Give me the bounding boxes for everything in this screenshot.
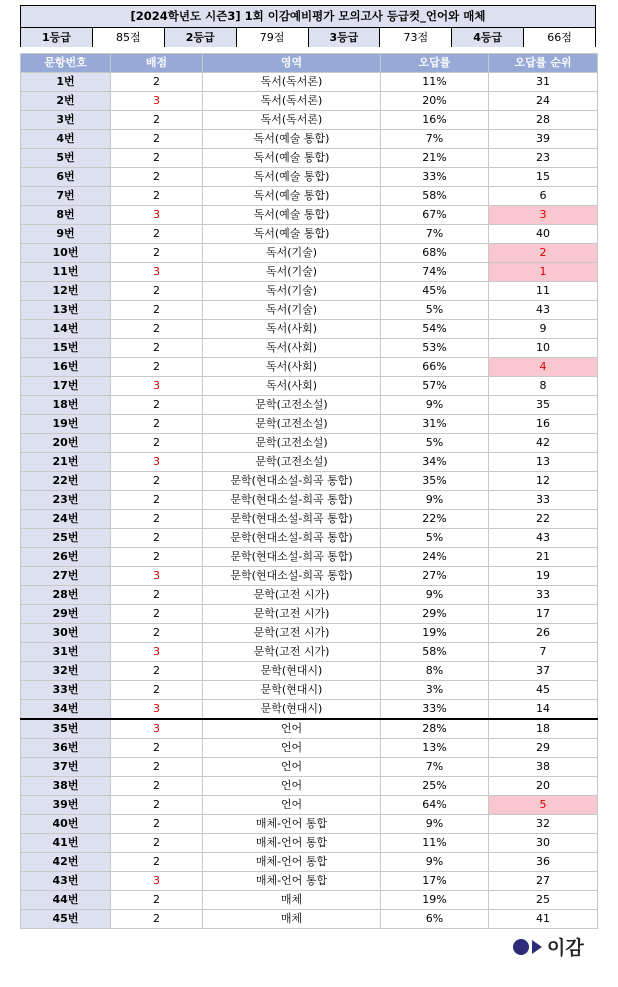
error-rank-cell: 37 bbox=[489, 662, 598, 681]
table-row bbox=[21, 643, 598, 662]
area-cell: 독서(사회) bbox=[203, 377, 381, 396]
error-rank-cell: 12 bbox=[489, 472, 598, 491]
area-cell: 문학(고전소설) bbox=[203, 434, 381, 453]
area-cell: 언어 bbox=[203, 796, 381, 815]
table-row bbox=[21, 263, 598, 282]
error-rank-cell: 30 bbox=[489, 834, 598, 853]
error-rate-cell: 7% bbox=[381, 130, 489, 149]
question-no-cell: 31번 bbox=[21, 643, 111, 662]
grade-1-label: 1등급 bbox=[21, 28, 93, 47]
table-row bbox=[21, 739, 598, 758]
area-cell: 독서(기술) bbox=[203, 301, 381, 320]
question-no-cell: 8번 bbox=[21, 206, 111, 225]
error-rank-cell: 16 bbox=[489, 415, 598, 434]
question-no-cell: 29번 bbox=[21, 605, 111, 624]
error-rate-table bbox=[20, 53, 598, 929]
points-cell: 2 bbox=[111, 396, 203, 415]
question-no-cell: 13번 bbox=[21, 301, 111, 320]
table-row bbox=[21, 472, 598, 491]
points-cell: 2 bbox=[111, 853, 203, 872]
points-cell: 2 bbox=[111, 73, 203, 92]
logo-text: 이감 bbox=[547, 937, 584, 959]
error-rate-cell: 8% bbox=[381, 662, 489, 681]
area-cell: 독서(독서론) bbox=[203, 92, 381, 111]
area-cell: 문학(고전 시가) bbox=[203, 605, 381, 624]
error-rank-cell: 14 bbox=[489, 700, 598, 720]
area-cell: 매체-언어 통합 bbox=[203, 815, 381, 834]
question-no-cell: 12번 bbox=[21, 282, 111, 301]
points-cell: 2 bbox=[111, 891, 203, 910]
grade-4-score: 66점 bbox=[524, 28, 595, 47]
error-rate-cell: 57% bbox=[381, 377, 489, 396]
table-row bbox=[21, 567, 598, 586]
question-no-cell: 42번 bbox=[21, 853, 111, 872]
table-row bbox=[21, 586, 598, 605]
table-row bbox=[21, 377, 598, 396]
area-cell: 문학(현대소설-희곡 통합) bbox=[203, 472, 381, 491]
column-header-error-rank: 오답률 순위 bbox=[489, 54, 598, 73]
points-cell: 2 bbox=[111, 815, 203, 834]
error-rate-cell: 11% bbox=[381, 834, 489, 853]
grade-2-label: 2등급 bbox=[165, 28, 237, 47]
table-row bbox=[21, 662, 598, 681]
area-cell: 독서(예술 통합) bbox=[203, 225, 381, 244]
grade-3-label: 3등급 bbox=[309, 28, 381, 47]
table-row bbox=[21, 796, 598, 815]
error-rank-cell: 10 bbox=[489, 339, 598, 358]
points-cell: 2 bbox=[111, 529, 203, 548]
error-rate-cell: 7% bbox=[381, 225, 489, 244]
error-rate-cell: 21% bbox=[381, 149, 489, 168]
table-row bbox=[21, 168, 598, 187]
area-cell: 문학(고전소설) bbox=[203, 415, 381, 434]
grade-cut-row bbox=[21, 28, 595, 47]
points-cell: 2 bbox=[111, 301, 203, 320]
question-no-cell: 1번 bbox=[21, 73, 111, 92]
table-row bbox=[21, 529, 598, 548]
error-rate-cell: 11% bbox=[381, 73, 489, 92]
error-rank-cell: 11 bbox=[489, 282, 598, 301]
logo-circle-icon bbox=[513, 939, 529, 955]
error-rank-cell: 27 bbox=[489, 872, 598, 891]
points-cell: 2 bbox=[111, 910, 203, 929]
area-cell: 문학(현대시) bbox=[203, 681, 381, 700]
table-row bbox=[21, 339, 598, 358]
area-cell: 독서(예술 통합) bbox=[203, 168, 381, 187]
points-cell: 2 bbox=[111, 168, 203, 187]
error-rank-cell: 42 bbox=[489, 434, 598, 453]
error-rate-cell: 9% bbox=[381, 815, 489, 834]
table-body bbox=[21, 73, 598, 929]
error-rate-cell: 35% bbox=[381, 472, 489, 491]
table-row bbox=[21, 206, 598, 225]
question-no-cell: 35번 bbox=[21, 719, 111, 739]
question-no-cell: 40번 bbox=[21, 815, 111, 834]
error-rate-cell: 13% bbox=[381, 739, 489, 758]
error-rate-cell: 34% bbox=[381, 453, 489, 472]
points-cell: 2 bbox=[111, 777, 203, 796]
error-rank-cell: 6 bbox=[489, 187, 598, 206]
table-row bbox=[21, 510, 598, 529]
area-cell: 문학(현대소설-희곡 통합) bbox=[203, 510, 381, 529]
points-cell: 2 bbox=[111, 415, 203, 434]
error-rank-cell: 22 bbox=[489, 510, 598, 529]
area-cell: 문학(현대소설-희곡 통합) bbox=[203, 491, 381, 510]
error-rate-cell: 5% bbox=[381, 301, 489, 320]
error-rank-cell: 26 bbox=[489, 624, 598, 643]
area-cell: 독서(독서론) bbox=[203, 73, 381, 92]
table-row bbox=[21, 815, 598, 834]
error-rate-cell: 20% bbox=[381, 92, 489, 111]
error-rate-cell: 45% bbox=[381, 282, 489, 301]
error-rate-cell: 66% bbox=[381, 358, 489, 377]
error-rank-cell: 1 bbox=[489, 263, 598, 282]
table-row bbox=[21, 73, 598, 92]
error-rate-cell: 74% bbox=[381, 263, 489, 282]
logo-triangle-icon bbox=[532, 940, 542, 954]
table-row bbox=[21, 700, 598, 720]
points-cell: 3 bbox=[111, 263, 203, 282]
error-rank-cell: 2 bbox=[489, 244, 598, 263]
points-cell: 2 bbox=[111, 244, 203, 263]
question-no-cell: 9번 bbox=[21, 225, 111, 244]
area-cell: 매체 bbox=[203, 891, 381, 910]
error-rate-cell: 9% bbox=[381, 586, 489, 605]
table-row bbox=[21, 758, 598, 777]
points-cell: 2 bbox=[111, 739, 203, 758]
points-cell: 2 bbox=[111, 149, 203, 168]
error-rank-cell: 18 bbox=[489, 719, 598, 739]
area-cell: 독서(기술) bbox=[203, 263, 381, 282]
error-rank-cell: 31 bbox=[489, 73, 598, 92]
area-cell: 독서(기술) bbox=[203, 282, 381, 301]
question-no-cell: 3번 bbox=[21, 111, 111, 130]
area-cell: 독서(예술 통합) bbox=[203, 187, 381, 206]
error-rank-cell: 43 bbox=[489, 301, 598, 320]
question-no-cell: 11번 bbox=[21, 263, 111, 282]
grade-2-score: 79점 bbox=[237, 28, 309, 47]
points-cell: 2 bbox=[111, 662, 203, 681]
area-cell: 언어 bbox=[203, 719, 381, 739]
error-rate-cell: 28% bbox=[381, 719, 489, 739]
area-cell: 독서(예술 통합) bbox=[203, 130, 381, 149]
grade-1-score: 85점 bbox=[93, 28, 165, 47]
question-no-cell: 39번 bbox=[21, 796, 111, 815]
error-rate-cell: 7% bbox=[381, 758, 489, 777]
error-rate-cell: 9% bbox=[381, 396, 489, 415]
error-rank-cell: 4 bbox=[489, 358, 598, 377]
error-rate-cell: 9% bbox=[381, 491, 489, 510]
question-no-cell: 20번 bbox=[21, 434, 111, 453]
error-rank-cell: 25 bbox=[489, 891, 598, 910]
question-no-cell: 38번 bbox=[21, 777, 111, 796]
area-cell: 독서(독서론) bbox=[203, 111, 381, 130]
area-cell: 매체-언어 통합 bbox=[203, 853, 381, 872]
table-row bbox=[21, 130, 598, 149]
points-cell: 2 bbox=[111, 796, 203, 815]
error-rank-cell: 7 bbox=[489, 643, 598, 662]
area-cell: 독서(사회) bbox=[203, 339, 381, 358]
question-no-cell: 16번 bbox=[21, 358, 111, 377]
error-rank-cell: 5 bbox=[489, 796, 598, 815]
error-rate-cell: 33% bbox=[381, 168, 489, 187]
points-cell: 3 bbox=[111, 643, 203, 662]
question-no-cell: 4번 bbox=[21, 130, 111, 149]
error-rate-cell: 17% bbox=[381, 872, 489, 891]
table-row bbox=[21, 434, 598, 453]
question-no-cell: 24번 bbox=[21, 510, 111, 529]
points-cell: 2 bbox=[111, 605, 203, 624]
question-no-cell: 7번 bbox=[21, 187, 111, 206]
error-rate-cell: 53% bbox=[381, 339, 489, 358]
question-no-cell: 18번 bbox=[21, 396, 111, 415]
points-cell: 2 bbox=[111, 111, 203, 130]
question-no-cell: 27번 bbox=[21, 567, 111, 586]
error-rank-cell: 40 bbox=[489, 225, 598, 244]
points-cell: 2 bbox=[111, 758, 203, 777]
error-rank-cell: 13 bbox=[489, 453, 598, 472]
area-cell: 문학(고전 시가) bbox=[203, 624, 381, 643]
points-cell: 2 bbox=[111, 586, 203, 605]
area-cell: 문학(고전 시가) bbox=[203, 586, 381, 605]
question-no-cell: 6번 bbox=[21, 168, 111, 187]
question-no-cell: 15번 bbox=[21, 339, 111, 358]
table-row bbox=[21, 415, 598, 434]
question-no-cell: 22번 bbox=[21, 472, 111, 491]
question-no-cell: 14번 bbox=[21, 320, 111, 339]
page-title: [2024학년도 시즌3] 1회 이감예비평가 모의고사 등급컷_언어와 매체 bbox=[21, 6, 595, 28]
error-rank-cell: 19 bbox=[489, 567, 598, 586]
error-rank-cell: 3 bbox=[489, 206, 598, 225]
area-cell: 독서(사회) bbox=[203, 358, 381, 377]
question-no-cell: 28번 bbox=[21, 586, 111, 605]
error-rank-cell: 41 bbox=[489, 910, 598, 929]
question-no-cell: 41번 bbox=[21, 834, 111, 853]
question-no-cell: 10번 bbox=[21, 244, 111, 263]
error-rate-cell: 16% bbox=[381, 111, 489, 130]
error-rank-cell: 38 bbox=[489, 758, 598, 777]
grade-cut-header bbox=[20, 5, 596, 47]
area-cell: 언어 bbox=[203, 777, 381, 796]
area-cell: 문학(고전 시가) bbox=[203, 643, 381, 662]
igam-logo bbox=[513, 933, 584, 960]
error-rank-cell: 20 bbox=[489, 777, 598, 796]
error-rate-cell: 6% bbox=[381, 910, 489, 929]
question-no-cell: 30번 bbox=[21, 624, 111, 643]
question-no-cell: 34번 bbox=[21, 700, 111, 720]
points-cell: 2 bbox=[111, 834, 203, 853]
table-row bbox=[21, 491, 598, 510]
error-rank-cell: 33 bbox=[489, 491, 598, 510]
question-no-cell: 25번 bbox=[21, 529, 111, 548]
table-row bbox=[21, 891, 598, 910]
area-cell: 독서(예술 통합) bbox=[203, 149, 381, 168]
points-cell: 2 bbox=[111, 358, 203, 377]
area-cell: 언어 bbox=[203, 758, 381, 777]
area-cell: 문학(고전소설) bbox=[203, 396, 381, 415]
question-no-cell: 45번 bbox=[21, 910, 111, 929]
points-cell: 2 bbox=[111, 339, 203, 358]
error-rank-cell: 21 bbox=[489, 548, 598, 567]
points-cell: 2 bbox=[111, 681, 203, 700]
points-cell: 3 bbox=[111, 453, 203, 472]
area-cell: 언어 bbox=[203, 739, 381, 758]
error-rank-cell: 33 bbox=[489, 586, 598, 605]
points-cell: 2 bbox=[111, 548, 203, 567]
points-cell: 3 bbox=[111, 92, 203, 111]
points-cell: 2 bbox=[111, 187, 203, 206]
question-no-cell: 36번 bbox=[21, 739, 111, 758]
question-no-cell: 44번 bbox=[21, 891, 111, 910]
table-row bbox=[21, 453, 598, 472]
area-cell: 독서(사회) bbox=[203, 320, 381, 339]
grade-4-label: 4등급 bbox=[452, 28, 524, 47]
area-cell: 문학(고전소설) bbox=[203, 453, 381, 472]
points-cell: 2 bbox=[111, 434, 203, 453]
table-row bbox=[21, 301, 598, 320]
area-cell: 매체 bbox=[203, 910, 381, 929]
error-rank-cell: 15 bbox=[489, 168, 598, 187]
points-cell: 3 bbox=[111, 719, 203, 739]
points-cell: 3 bbox=[111, 567, 203, 586]
area-cell: 문학(현대시) bbox=[203, 662, 381, 681]
error-rank-cell: 32 bbox=[489, 815, 598, 834]
error-rate-cell: 3% bbox=[381, 681, 489, 700]
table-row bbox=[21, 92, 598, 111]
table-row bbox=[21, 719, 598, 739]
question-no-cell: 2번 bbox=[21, 92, 111, 111]
error-rank-cell: 17 bbox=[489, 605, 598, 624]
error-rank-cell: 35 bbox=[489, 396, 598, 415]
area-cell: 독서(기술) bbox=[203, 244, 381, 263]
error-rank-cell: 28 bbox=[489, 111, 598, 130]
error-rate-cell: 31% bbox=[381, 415, 489, 434]
area-cell: 매체-언어 통합 bbox=[203, 872, 381, 891]
question-no-cell: 32번 bbox=[21, 662, 111, 681]
table-row bbox=[21, 225, 598, 244]
table-row bbox=[21, 396, 598, 415]
error-rate-cell: 24% bbox=[381, 548, 489, 567]
points-cell: 2 bbox=[111, 130, 203, 149]
area-cell: 독서(예술 통합) bbox=[203, 206, 381, 225]
table-row bbox=[21, 853, 598, 872]
error-rate-cell: 33% bbox=[381, 700, 489, 720]
error-rank-cell: 9 bbox=[489, 320, 598, 339]
table-row bbox=[21, 111, 598, 130]
error-rate-cell: 22% bbox=[381, 510, 489, 529]
question-no-cell: 37번 bbox=[21, 758, 111, 777]
points-cell: 3 bbox=[111, 206, 203, 225]
table-row bbox=[21, 187, 598, 206]
table-row bbox=[21, 548, 598, 567]
error-rank-cell: 24 bbox=[489, 92, 598, 111]
table-row bbox=[21, 624, 598, 643]
question-no-cell: 43번 bbox=[21, 872, 111, 891]
table-row bbox=[21, 244, 598, 263]
table-row bbox=[21, 320, 598, 339]
error-rate-cell: 25% bbox=[381, 777, 489, 796]
error-rate-cell: 5% bbox=[381, 434, 489, 453]
error-rate-cell: 19% bbox=[381, 891, 489, 910]
table-row bbox=[21, 834, 598, 853]
error-rate-cell: 9% bbox=[381, 853, 489, 872]
error-rate-cell: 27% bbox=[381, 567, 489, 586]
question-no-cell: 23번 bbox=[21, 491, 111, 510]
area-cell: 매체-언어 통합 bbox=[203, 834, 381, 853]
table-row bbox=[21, 872, 598, 891]
area-cell: 문학(현대시) bbox=[203, 700, 381, 720]
points-cell: 3 bbox=[111, 377, 203, 396]
table-row bbox=[21, 358, 598, 377]
table-row bbox=[21, 681, 598, 700]
points-cell: 3 bbox=[111, 700, 203, 720]
error-rank-cell: 43 bbox=[489, 529, 598, 548]
error-rank-cell: 8 bbox=[489, 377, 598, 396]
question-no-cell: 5번 bbox=[21, 149, 111, 168]
points-cell: 2 bbox=[111, 225, 203, 244]
error-rank-cell: 45 bbox=[489, 681, 598, 700]
points-cell: 3 bbox=[111, 872, 203, 891]
points-cell: 2 bbox=[111, 472, 203, 491]
error-rank-cell: 36 bbox=[489, 853, 598, 872]
question-no-cell: 19번 bbox=[21, 415, 111, 434]
question-no-cell: 26번 bbox=[21, 548, 111, 567]
column-header-question-no: 문항번호 bbox=[21, 54, 111, 73]
table-row bbox=[21, 282, 598, 301]
area-cell: 문학(현대소설-희곡 통합) bbox=[203, 529, 381, 548]
error-rate-cell: 64% bbox=[381, 796, 489, 815]
table-row bbox=[21, 605, 598, 624]
error-rate-cell: 54% bbox=[381, 320, 489, 339]
error-rate-cell: 67% bbox=[381, 206, 489, 225]
points-cell: 2 bbox=[111, 491, 203, 510]
error-rate-cell: 58% bbox=[381, 643, 489, 662]
table-row bbox=[21, 149, 598, 168]
column-header-error-rate: 오답률 bbox=[381, 54, 489, 73]
error-rate-cell: 68% bbox=[381, 244, 489, 263]
error-rate-cell: 58% bbox=[381, 187, 489, 206]
question-no-cell: 17번 bbox=[21, 377, 111, 396]
error-rate-cell: 5% bbox=[381, 529, 489, 548]
table-header-row bbox=[21, 54, 598, 73]
points-cell: 2 bbox=[111, 624, 203, 643]
error-rate-cell: 19% bbox=[381, 624, 489, 643]
table-row bbox=[21, 910, 598, 929]
area-cell: 문학(현대소설-희곡 통합) bbox=[203, 567, 381, 586]
error-rank-cell: 29 bbox=[489, 739, 598, 758]
grade-3-score: 73점 bbox=[380, 28, 452, 47]
points-cell: 2 bbox=[111, 320, 203, 339]
table-row bbox=[21, 777, 598, 796]
column-header-area: 영역 bbox=[203, 54, 381, 73]
column-header-points: 배점 bbox=[111, 54, 203, 73]
points-cell: 2 bbox=[111, 510, 203, 529]
error-rank-cell: 23 bbox=[489, 149, 598, 168]
question-no-cell: 33번 bbox=[21, 681, 111, 700]
question-no-cell: 21번 bbox=[21, 453, 111, 472]
area-cell: 문학(현대소설-희곡 통합) bbox=[203, 548, 381, 567]
points-cell: 2 bbox=[111, 282, 203, 301]
error-rate-cell: 29% bbox=[381, 605, 489, 624]
error-rank-cell: 39 bbox=[489, 130, 598, 149]
